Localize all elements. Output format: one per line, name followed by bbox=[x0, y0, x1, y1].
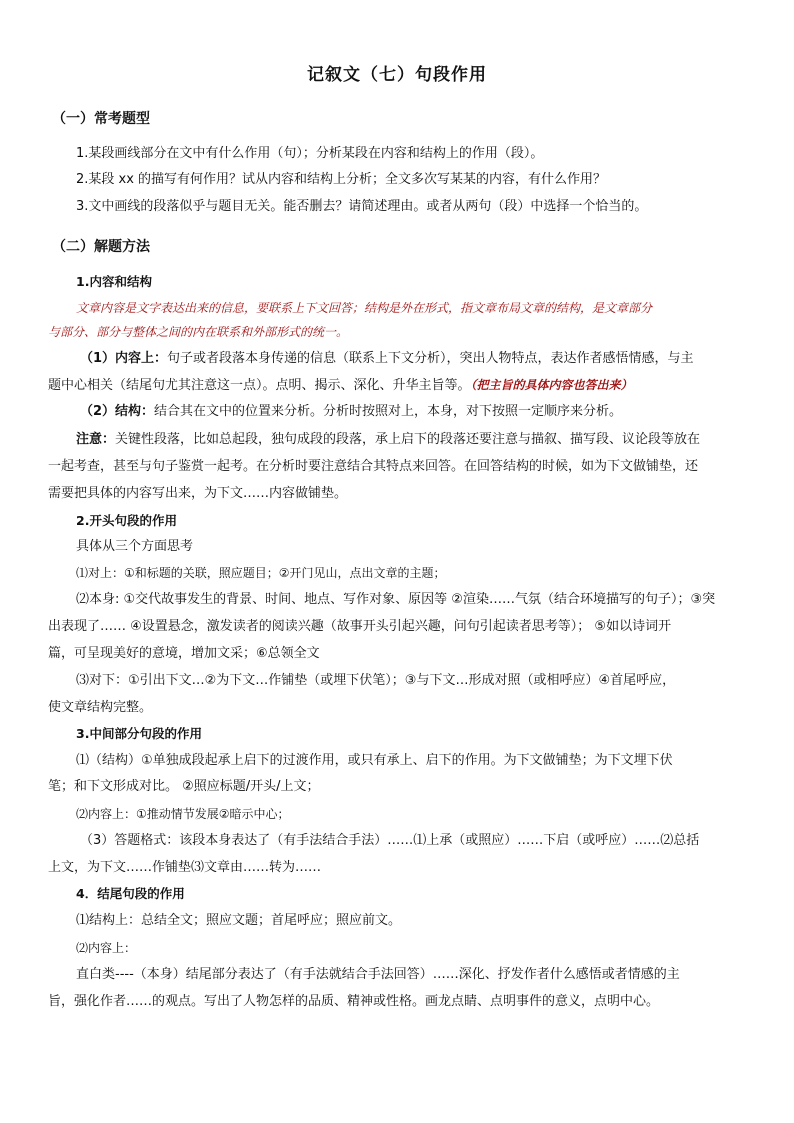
ending-line2: ⑵内容上： bbox=[76, 941, 137, 955]
question-type-3: 3.文中画线的段落似乎与题目无关。能否删去？请简述理由。或者从两句（段）中选择一个恰当的。 bbox=[76, 199, 648, 214]
ending-line4: 旨，强化作者……的观点。写出了人物怎样的品质、精神或性格。画龙点睛、点明事件的意义，点明中心。 bbox=[48, 994, 660, 1009]
note-line1 bbox=[76, 431, 776, 449]
structure-point bbox=[80, 403, 780, 421]
opening-line5: ⑶对下：①引出下文…②为下文…作铺垫（或埋下伏笔）；③与下文…形成对照（或相呼应）④首尾呼应， bbox=[76, 673, 676, 688]
opening-line2: ⑵本身: ①交代故事发生的背景、时间、地点、写作对象、原因等 ②渲染……气氛（结合环境描写的句子）；③突 bbox=[76, 592, 716, 607]
question-type-2: 2.某段 xx 的描写有何作用？试从内容和结构上分析；全文多次写某某的内容，有什么作用？ bbox=[76, 172, 607, 187]
opening-line4: 篇，可呈现美好的意境，增加文采；⑥总领全文 bbox=[48, 646, 320, 661]
subheading-opening: 2.开头句段的作用 bbox=[76, 513, 177, 528]
middle-line2: 笔；和下文形成对比。 ②照应标题/开头/上文； bbox=[48, 779, 320, 794]
subheading-ending: 4．结尾句段的作用 bbox=[76, 886, 185, 901]
middle-line5: 上文，为下文……作铺垫⑶文章由……转为…… bbox=[48, 860, 322, 875]
note-label: 注意： bbox=[76, 432, 116, 447]
content-text-2: 题中心相关（结尾句尤其注意这一点）。点明、揭示、深化、升华主旨等。 bbox=[48, 378, 471, 393]
middle-line1: ⑴（结构）①单独成段起承上启下的过渡作用，或只有承上、启下的作用。为下文做铺垫；为下文埋下伏 bbox=[76, 753, 673, 768]
definition-text-line2: 与部分、部分与整体之间的内在联系和外部形式的统一。 bbox=[48, 325, 349, 339]
page-title: 记叙文（七）句段作用 bbox=[307, 65, 487, 85]
content-text: 句子或者段落本身传递的信息（联系上下文分析），突出人物特点，表达作者感悟情感，与主 bbox=[167, 351, 694, 366]
definition-text-line1: 文章内容是文字表达出来的信息，要联系上下文回答；结构是外在形式，指文章布局文章的结构，是文章部分 bbox=[76, 301, 653, 315]
content-label: （1）内容上： bbox=[80, 351, 168, 366]
structure-label: （2）结构： bbox=[80, 404, 155, 419]
ending-line3: 直白类----（本身）结尾部分表达了（有手法就结合手法回答）……深化、抒发作者什么感悟或者情感的主 bbox=[76, 967, 680, 982]
structure-text: 结合其在文中的位置来分析。分析时按照对上，本身，对下按照一定顺序来分析。 bbox=[154, 404, 623, 419]
middle-line4: （3）答题格式：该段本身表达了（有手法结合手法）……⑴上承（或照应）……下启（或呼应）……⑵总括 bbox=[80, 833, 700, 848]
note-text-1: 关键性段落，比如总起段，独句成段的段落，承上启下的段落还要注意与描叙、描写段、议论段等放在 bbox=[115, 432, 701, 447]
section-heading-question-types: （一）常考题型 bbox=[52, 111, 150, 127]
question-type-1: 1.某段画线部分在文中有什么作用（句）；分析某段在内容和结构上的作用（段）。 bbox=[76, 146, 544, 161]
section-heading-methods: （二）解题方法 bbox=[52, 239, 150, 255]
subheading-middle: 3.中间部分句段的作用 bbox=[76, 726, 202, 741]
opening-line3: 出表现了…… ④设置悬念，激发读者的阅读兴趣（故事开头引起兴趣，问句引起读者思考等）； ⑤如以诗词开 bbox=[48, 619, 672, 634]
middle-line3: ⑵内容上：①推动情节发展②暗示中心； bbox=[76, 807, 290, 821]
ending-line1: ⑴结构上：总结全文；照应文题；首尾呼应；照应前文。 bbox=[76, 913, 402, 928]
subheading-content-structure: 1.内容和结构 bbox=[76, 274, 152, 289]
content-red-note: （把主旨的具体内容也答出来） bbox=[470, 378, 633, 392]
opening-intro: 具体从三个方面思考 bbox=[76, 539, 194, 554]
opening-line6: 使文章结构完整。 bbox=[48, 700, 153, 715]
content-point bbox=[80, 350, 780, 368]
opening-line1: ⑴对上：①和标题的关联，照应题目；②开门见山，点出文章的主题； bbox=[76, 566, 446, 580]
content-point-cont bbox=[48, 376, 748, 395]
note-line3: 需要把具体的内容写出来，为下文……内容做铺垫。 bbox=[48, 486, 348, 501]
note-line2: 一起考查，甚至与句子鉴赏一起考。在分析时要注意结合其特点来回答。在回答结构的时候，如为下文做铺垫，还 bbox=[48, 459, 699, 474]
